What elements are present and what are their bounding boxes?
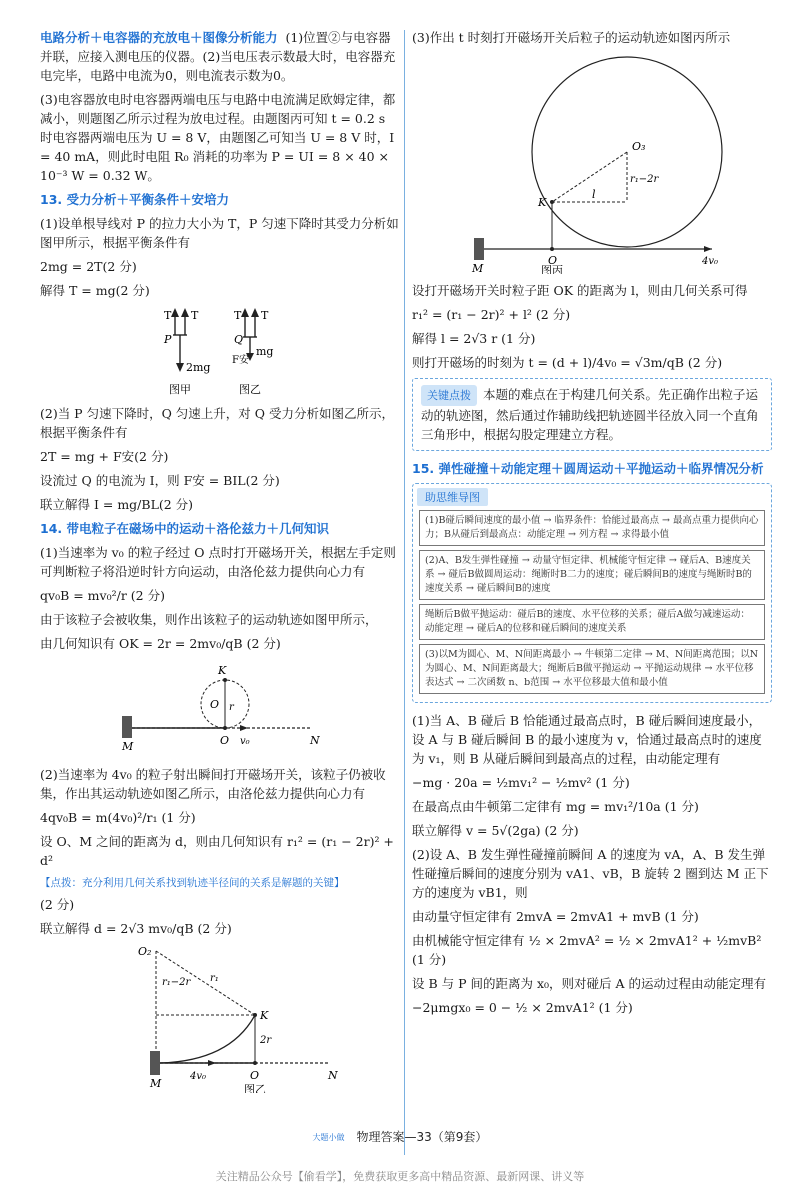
footer-note: 关注精品公众号【偷看学】，免费获取更多高中精品资源、最新网课、讲义等 [215, 1170, 585, 1183]
svg-text:l: l [592, 188, 596, 201]
svg-text:r₁−2r: r₁−2r [162, 977, 191, 988]
svg-text:mg: mg [256, 345, 274, 358]
problem-14-eq5: 联立解得 d = 2√3 mv₀/qB (2 分) [40, 921, 232, 936]
problem-13-eq5: 联立解得 I = mg/BL(2 分) [40, 497, 194, 512]
collector-block-icon [474, 238, 484, 260]
force-diagrams [40, 305, 400, 400]
problem-13-text1: (1)设单根导线对 P 的拉力大小为 T，P 匀速下降时其受力分析如图甲所示，根据平衡条件有 [40, 216, 399, 250]
left-column [40, 28, 400, 1100]
problem-15-eq1: −mg · 20a = ½mv₁² − ½mv² (1 分) [412, 775, 630, 790]
problem-12-part3: (3)电容器放电时电容器两端电压与电路中电流满足欧姆定律，都减小，则题图乙所示过程为放电过程。由题图丙可知 t = 0.2 s 时电容器两端电压为 U = 8 V，由题图乙可知当 U = 8 V 时，I = 40 mA，则此时电阻 R₀ 消耗的功率为 P = UI = 8 × 40 × 10⁻³ W = 0.32 W。 [40, 92, 396, 183]
key-insight-label: 关键点拨 [421, 385, 477, 406]
problem-15-text5: 由动量守恒定律有 2mvA = 2mvA1 + mvB (1 分) [412, 909, 699, 924]
problem-13-eq4: 设流过 Q 的电流为 I，则 F安 = BIL(2 分) [40, 473, 280, 488]
problem-15-heading: 15. 弹性碰撞＋动能定理＋圆周运动＋平抛运动＋临界情况分析 [412, 461, 764, 476]
problem-14-hint: 【点拨：充分利用几何关系找到轨迹半径间的关系是解题的关键】 [40, 877, 345, 889]
problem-14-eq2: 由几何知识有 OK = 2r = 2mv₀/qB (2 分) [40, 636, 281, 651]
key-insight-text: 本题的难点在于构建几何关系。先正确作出粒子运动的轨迹图，然后通过作辅助线把轨迹圆半径放入同一个直角三角形中，根据勾股定理建立方程。 [421, 387, 759, 442]
trajectory-figure-a [40, 658, 400, 761]
svg-text:N: N [328, 1069, 338, 1082]
svg-text:Q: Q [234, 333, 244, 346]
svg-text:r: r [229, 702, 234, 713]
mind-map-row: 绳断后B做平抛运动：碰后B的速度、水平位移的关系；碰后A做匀减速运动：动能定理 → 碰后A的位移和碰后瞬间的速度关系 [419, 604, 765, 640]
svg-text:M: M [122, 740, 134, 753]
svg-text:图丙: 图丙 [541, 264, 563, 274]
problem-14-eq4: 设 O、M 之间的距离为 d，则由几何知识有 r₁² = (r₁ − 2r)² + d² [40, 834, 394, 868]
problem-12-part1: 电路分析＋电容器的充放电＋图像分析能力 (1)位置②与电容器并联，应接入测电压的仪器。(2)当电压表示数最大时，电容器充电完毕，电路中电流为0，则电流表示数为0。 [40, 30, 396, 83]
problem-15-text6: 由机械能守恒定律有 ½ × 2mvA² = ½ × 2mvA1² + ½mvB² (1 分) [412, 933, 762, 967]
collector-block-icon [122, 716, 132, 738]
svg-text:K: K [260, 1009, 269, 1022]
mind-map-row: (3)以M为圆心、M、N间距离最小 → 牛顿第二定律 → M、N间距离范围；以N为圆心、M、N间距离最大；绳断后B做平抛运动 → 平抛运动规律 → 水平位移表达式 → 二次函数 n、b范围 → 水平位移最大值和最小值 [419, 644, 765, 694]
problem-13-heading: 13. 受力分析＋平衡条件＋安培力 [40, 192, 229, 207]
problem-13-eq2: 解得 T = mg(2 分) [40, 283, 150, 298]
problem-14-eq6: r₁² = (r₁ − 2r)² + l² (2 分) [412, 307, 571, 322]
right-column [412, 28, 772, 1022]
problem-15-text8: −2μmgx₀ = 0 − ½ × 2mvA1² (1 分) [412, 1000, 633, 1015]
svg-text:O: O [220, 734, 230, 747]
problem-14-heading: 14. 带电粒子在磁场中的运动＋洛伦兹力＋几何知识 [40, 521, 329, 536]
svg-text:T: T [164, 309, 172, 322]
svg-text:O: O [210, 698, 220, 711]
brand-logo: 大题小做 [312, 1133, 345, 1142]
collector-block-icon [150, 1051, 160, 1075]
force-diagram-b [232, 308, 273, 396]
svg-text:F安: F安 [232, 355, 249, 366]
svg-text:2mg: 2mg [186, 361, 211, 374]
svg-text:图乙: 图乙 [239, 383, 261, 396]
svg-text:T: T [261, 309, 269, 322]
problem-14-eq8: 则打开磁场的时刻为 t = (d + l)/4v₀ = √3m/qB (2 分) [412, 355, 723, 370]
svg-text:N: N [310, 734, 320, 747]
problem-15-text7: 设 B 与 P 间的距离为 x₀，则对碰后 A 的运动过程由动能定理有 [412, 976, 766, 991]
trajectory-figure-b [40, 943, 400, 1096]
svg-text:O₃: O₃ [632, 140, 646, 153]
problem-13-eq3: 2T = mg + F安(2 分) [40, 449, 169, 464]
key-insight-box [412, 378, 772, 451]
svg-text:T: T [191, 309, 199, 322]
problem-13-eq1: 2mg = 2T(2 分) [40, 259, 137, 274]
problem-15-text2: 在最高点由牛顿第二定律有 mg = mv₁²/10a (1 分) [412, 799, 699, 814]
svg-text:v₀: v₀ [240, 736, 250, 747]
trajectory-figure-c [412, 52, 772, 277]
page-number-label: 物理答案—33（第9套） [356, 1130, 488, 1144]
svg-text:P: P [164, 333, 172, 346]
problem-14-text3: (2)当速率为 4v₀ 的粒子射出瞬间打开磁场开关，该粒子仍被收集，作出其运动轨迹如图乙所示，由洛伦兹力提供向心力有 [40, 767, 386, 801]
problem-14-text2: 由于该粒子会被收集，则作出该粒子的运动轨迹如图甲所示， [40, 612, 378, 627]
svg-text:K: K [218, 664, 227, 677]
problem-15-text4: (2)设 A、B 发生弹性碰撞前瞬间 A 的速度为 vA，A、B 发生弹性碰撞后瞬间的速度分别为 vA1、vB，B 旋转 2 圈到达 M 正下方的速度为 vB1，则 [412, 847, 769, 900]
mind-map-row: (2)A、B发生弹性碰撞 → 动量守恒定律、机械能守恒定律 → 碰后A、B速度关系 → 碰后B做圆周运动：绳断时B二力的速度；碰后瞬间B的速度与绳断时B的速度关系 → 碰后瞬间B的速度 [419, 550, 765, 600]
problem-14-eq7: 解得 l = 2√3 r (1 分) [412, 331, 536, 346]
svg-text:M: M [150, 1077, 162, 1090]
svg-text:K: K [538, 196, 547, 209]
svg-text:T: T [234, 309, 242, 322]
force-diagram-a [163, 308, 210, 396]
svg-text:4v₀: 4v₀ [702, 256, 719, 267]
problem-15-text3: 联立解得 v = 5√(2ga) (2 分) [412, 823, 579, 838]
mind-map-row: (1)B碰后瞬间速度的最小值 → 临界条件：恰能过最高点 → 最高点重力提供向心力；B从碰后到最高点：动能定理 → 列方程 → 求得最小值 [419, 510, 765, 546]
problem-14-text4: 设打开磁场开关时粒子距 OK 的距离为 l，则由几何关系可得 [412, 283, 748, 298]
svg-text:2r: 2r [260, 1035, 272, 1046]
problem-14-text1: (1)当速率为 v₀ 的粒子经过 O 点时打开磁场开关，根据左手定则可判断粒子将沿逆时针方向运动，由洛伦兹力提供向心力有 [40, 545, 396, 579]
svg-text:r₁−2r: r₁−2r [630, 174, 659, 185]
svg-text:O: O [548, 254, 558, 267]
mind-map-label: 助思维导图 [417, 488, 488, 506]
svg-text:O₂: O₂ [138, 945, 152, 958]
mind-map [412, 483, 772, 703]
svg-text:M: M [472, 262, 484, 274]
problem-12-heading: 电路分析＋电容器的充放电＋图像分析能力 [40, 30, 278, 45]
problem-14-eq1: qv₀B = mv₀²/r (2 分) [40, 588, 165, 603]
problem-14-eq3: 4qv₀B = m(4v₀)²/r₁ (1 分) [40, 810, 196, 825]
problem-15-text1: (1)当 A、B 碰后 B 恰能通过最高点时，B 碰后瞬间速度最小，设 A 与 B 碰后瞬间 B 的最小速度为 v，恰通过最高点时的速度为 v₁，则 B 从碰后瞬间到最高点的过程，由动能定理有 [412, 713, 762, 766]
svg-text:4v₀: 4v₀ [190, 1071, 207, 1082]
svg-text:图甲: 图甲 [169, 383, 191, 396]
svg-text:r₁: r₁ [210, 973, 219, 984]
column-divider [404, 30, 405, 1155]
svg-text:图乙: 图乙 [244, 1083, 266, 1093]
problem-14-points: (2 分) [40, 897, 75, 912]
problem-14-part3: (3)作出 t 时刻打开磁场开关后粒子的运动轨迹如图丙所示 [412, 30, 731, 45]
page-footer [0, 1128, 800, 1145]
problem-13-text2: (2)当 P 匀速下降时，Q 匀速上升，对 Q 受力分析如图乙所示，根据平衡条件有 [40, 406, 394, 440]
svg-text:O: O [250, 1069, 260, 1082]
